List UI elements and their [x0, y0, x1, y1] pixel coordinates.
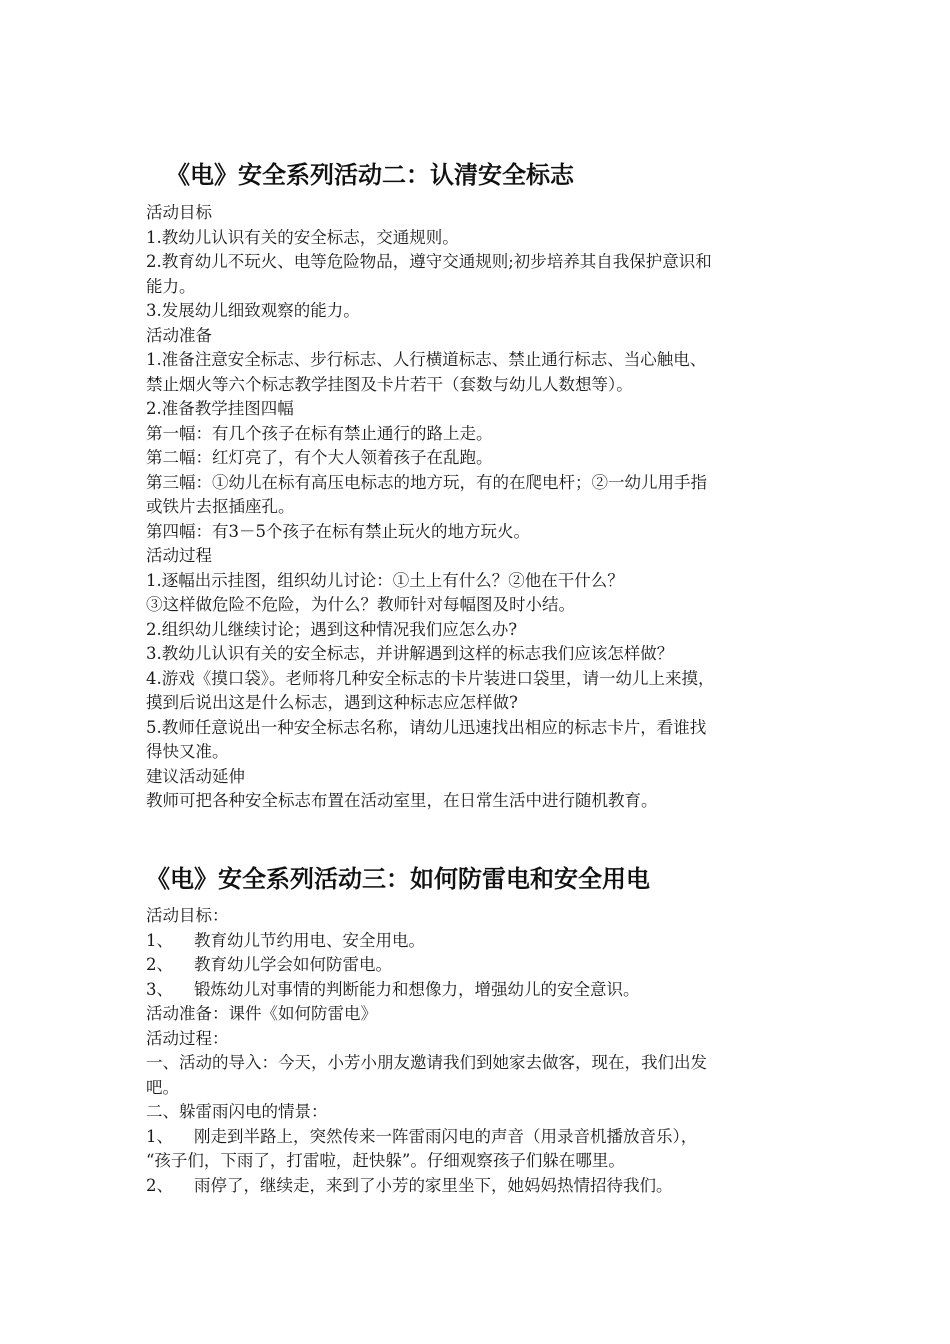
- text-line: 3.教幼儿认识有关的安全标志，并讲解遇到这样的标志我们应该怎样做？: [146, 644, 674, 663]
- text-line: 1.教幼儿认识有关的安全标志，交通规则。: [146, 227, 459, 247]
- section-activity-three-body: [146, 904, 814, 1198]
- goal-number: 3、: [146, 979, 173, 999]
- text-line: ③这样做危险不危险，为什么？教师针对每幅图及时小结。: [146, 595, 575, 614]
- section-title-activity-three: 《电》安全系列活动三：如何防雷电和安全用电: [146, 865, 650, 893]
- heading-activity-prep: 活动准备: [146, 325, 212, 345]
- heading-activity-process: 活动过程：: [146, 1028, 229, 1048]
- text-line: 2.教育幼儿不玩火、电等危险物品，遵守交通规则;初步培养其自我保护意识和: [146, 252, 712, 271]
- section-activity-two-body: [146, 201, 814, 814]
- heading-activity-process: 活动过程: [146, 546, 212, 565]
- text-line: 或铁片去抠插座孔。: [146, 497, 295, 516]
- goal-text: 教育幼儿节约用电、安全用电。: [194, 930, 425, 950]
- text-line: 能力。: [146, 276, 196, 296]
- scene-text: 刚走到半路上，突然传来一阵雷雨闪电的声音（用录音机播放音乐），: [194, 1126, 698, 1146]
- text-line: 第一幅：有几个孩子在标有禁止通行的路上走。: [146, 423, 493, 443]
- text-line: “孩子们，下雨了，打雷啦，赶快躲”。仔细观察孩子们躲在哪里。: [146, 1151, 625, 1170]
- heading-activity-goals: 活动目标：: [146, 906, 229, 925]
- text-line: 得快又准。: [146, 742, 229, 761]
- text-line: 一、活动的导入：今天，小芳小朋友邀请我们到她家去做客，现在，我们出发: [146, 1053, 707, 1072]
- goal-item: [146, 929, 814, 954]
- text-line: 3.发展幼儿细致观察的能力。: [146, 301, 360, 320]
- text-line: 2.组织幼儿继续讨论；遇到这种情况我们应怎么办?: [146, 619, 518, 639]
- goal-text: 教育幼儿学会如何防雷电。: [194, 955, 392, 974]
- goal-item: [146, 953, 814, 978]
- scene-number: 1、: [146, 1126, 173, 1146]
- text-line: 1.逐幅出示挂图，组织幼儿讨论：①土上有什么？②他在干什么？: [146, 570, 624, 590]
- text-line: 第二幅：红灯亮了，有个大人领着孩子在乱跑。: [146, 448, 493, 467]
- text-line: 5.教师任意说出一种安全标志名称，请幼儿迅速找出相应的标志卡片，看谁找: [146, 717, 707, 737]
- heading-activity-goals: 活动目标: [146, 203, 212, 222]
- goal-number: 2、: [146, 955, 173, 974]
- text-line: 教师可把各种安全标志布置在活动室里，在日常生活中进行随机教育。: [146, 791, 658, 810]
- text-line: 4.游戏《摸口袋》。老师将几种安全标志的卡片装进口袋里，请一幼儿上来摸，: [146, 668, 715, 688]
- section-title-activity-two: 《电》安全系列活动二：认清安全标志: [166, 161, 574, 189]
- scene-item: [146, 1125, 814, 1150]
- scene-heading: 二、躲雷雨闪电的情景：: [146, 1102, 328, 1121]
- scene-item: [146, 1174, 814, 1199]
- text-line: 吧。: [146, 1077, 179, 1097]
- text-line: 第四幅：有3－5个孩子在标有禁止玩火的地方玩火。: [146, 521, 530, 541]
- heading-activity-extension: 建议活动延伸: [146, 766, 245, 786]
- text-line: 摸到后说出这是什么标志，遇到这种标志应怎样做?: [146, 693, 518, 712]
- goal-item: [146, 978, 814, 1003]
- scene-number: 2、: [146, 1175, 173, 1195]
- text-line: 1.准备注意安全标志、步行标志、人行横道标志、禁止通行标志、当心触电、: [146, 350, 707, 369]
- goal-number: 1、: [146, 930, 173, 950]
- text-line: 禁止烟火等六个标志教学挂图及卡片若干（套数与幼儿人数想等）。: [146, 374, 633, 394]
- text-line: 2.准备教学挂图四幅: [146, 399, 294, 418]
- goal-text: 锻炼幼儿对事情的判断能力和想像力，增强幼儿的安全意识。: [194, 979, 640, 999]
- activity-prep-line: 活动准备：课件《如何防雷电》: [146, 1004, 377, 1023]
- text-line: 第三幅：①幼儿在标有高压电标志的地方玩，有的在爬电杆；②一幼儿用手指: [146, 472, 707, 492]
- scene-text: 雨停了，继续走，来到了小芳的家里坐下，她妈妈热情招待我们。: [194, 1175, 673, 1195]
